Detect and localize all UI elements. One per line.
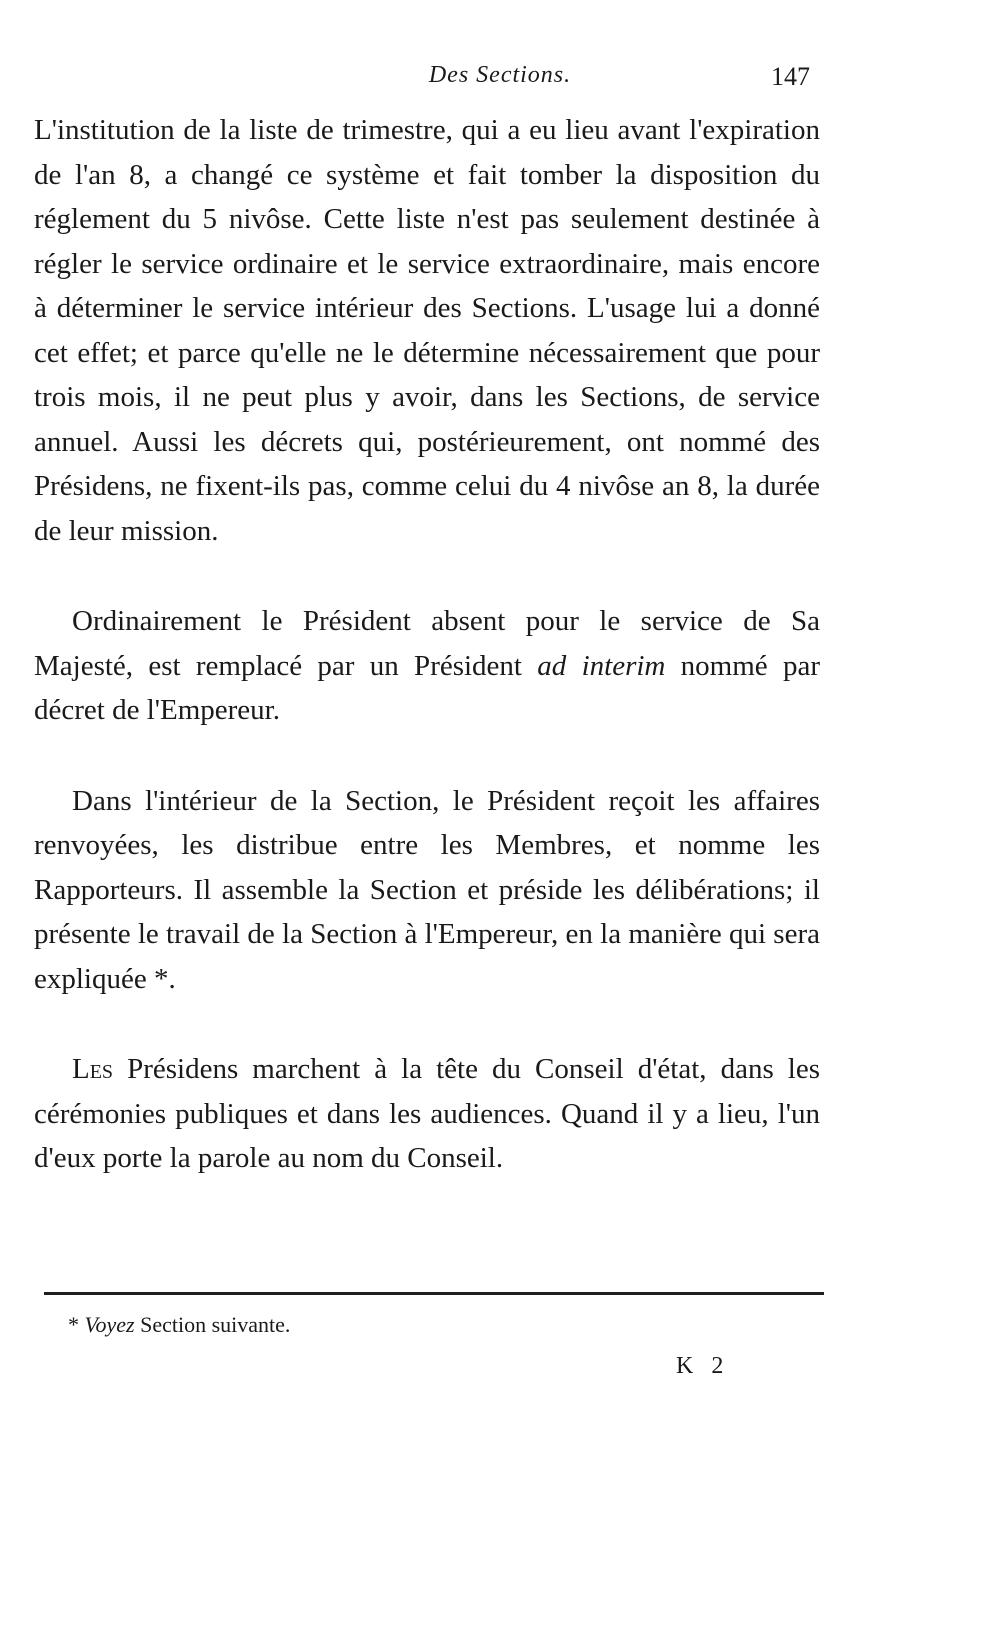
paragraph-presidens-ceremonies bbox=[34, 1047, 820, 1181]
running-title: Des Sections. bbox=[428, 62, 572, 88]
paragraph-liste-de-trimestre: L'institution de la liste de trimestre, qui a eu lieu avant l'expiration de l'an 8, a changé ce système et fait tomber la disposition du réglement du 5 nivôse. Cette liste n'est pas seulement destinée à régler le service ordinaire et le service extraordinaire, mais encore à déterminer le service intérieur des Sections. L'usage lui a donné cet effet; et parce qu'elle ne le détermine nécessairement que pour trois mois, il ne peut plus y avoir, dans les Sections, de service annuel. Aussi les décrets qui, postérieurement, ont nommé des Présidens, ne fixent-ils pas, comme celui du 4 nivôse an 8, la durée de leur mission. bbox=[34, 114, 820, 547]
paragraph-text: Ordinairement le Président absent pour le service de Sa Majesté, est remplacé par un Président bbox=[34, 605, 820, 682]
paragraph-text: Présidens marchent à la tête du Conseil d'état, dans les cérémonies publiques et dans les audiences. Quand il y a lieu, l'un d'eux porte la parole au nom du Conseil. bbox=[34, 1053, 820, 1174]
footnote bbox=[68, 1312, 290, 1338]
footnote-rule bbox=[44, 1292, 824, 1295]
paragraph-president-ad-interim bbox=[34, 599, 820, 733]
page-number: 147 bbox=[771, 62, 810, 91]
footnote-marker: * bbox=[68, 1312, 79, 1337]
footnote-text: Section suivante. bbox=[140, 1312, 291, 1337]
body-text bbox=[34, 108, 820, 1181]
paragraph-lead-word: Les bbox=[72, 1053, 114, 1085]
paragraph-interieur-de-la-section: Dans l'intérieur de la Section, le Président reçoit les affaires renvoyées, les distribue entre les Membres, et nomme les Rapporteurs. Il assemble la Section et préside les délibérations; il présente le travail de la Section à l'Empereur, en la manière qui sera expliquée *. bbox=[34, 784, 820, 995]
footnote-voyez: Voyez bbox=[84, 1312, 135, 1337]
italic-phrase-ad-interim: ad interim bbox=[537, 649, 666, 682]
signature-mark: K 2 bbox=[676, 1353, 730, 1379]
paragraph-text: nommé par décret de l'Empereur. bbox=[34, 649, 820, 726]
